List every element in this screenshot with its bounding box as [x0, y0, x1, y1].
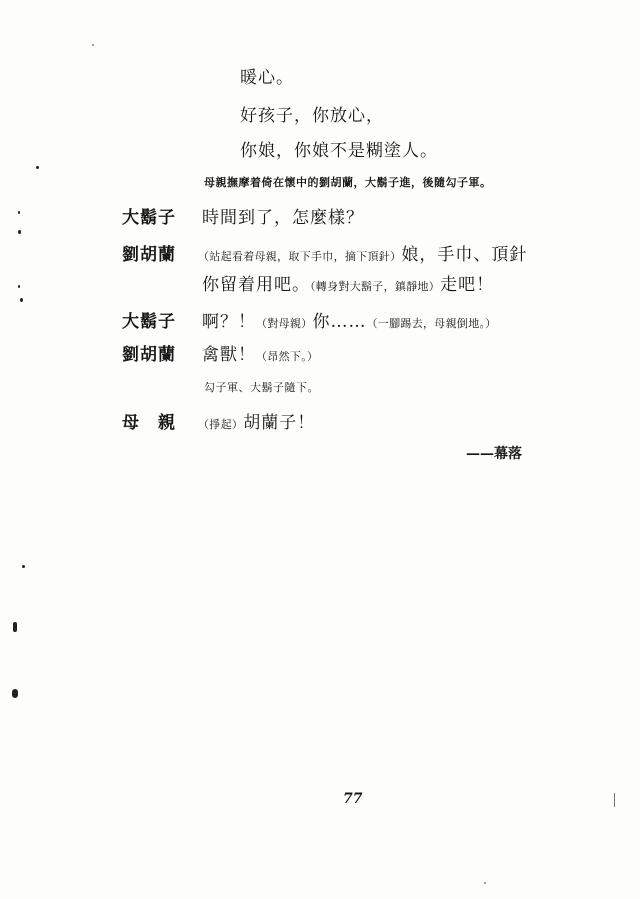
dialogue-line-final — [198, 415, 315, 432]
speaker-label: 劉胡蘭 — [122, 345, 176, 365]
dialogue-text: 你留着用吧。 — [202, 275, 310, 295]
stage-direction-1: 母親撫摩着倚在懷中的劉胡蘭，大鬍子進，後隨勾子軍。 — [204, 176, 492, 189]
dialogue-line-1 — [202, 210, 364, 227]
scan-speck — [22, 565, 25, 568]
dialogue-text: 胡蘭子！ — [243, 413, 316, 433]
speaker-label: 大鬍子 — [122, 312, 176, 332]
dialogue-line-2 — [198, 247, 527, 264]
speaker-label: 母 親 — [122, 413, 176, 433]
stage-note: （一腳踢去，母親倒地。） — [366, 317, 497, 330]
stage-note: （昂然下。） — [256, 350, 319, 363]
scan-speck — [18, 211, 20, 214]
page-number: 77 — [343, 791, 363, 807]
speaker-label: 大鬍子 — [122, 208, 176, 228]
curtain-falls: ——幕落 — [466, 446, 522, 462]
stage-note: （站起看着母親，取下手巾，摘下頂針） — [198, 250, 402, 263]
stage-note: （對母親） — [256, 317, 313, 330]
stage-direction-2: 勾子軍、大鬍子隨下。 — [204, 381, 319, 394]
dialogue-text: 走吧！ — [440, 275, 495, 295]
speaker-label: 劉胡蘭 — [122, 245, 176, 265]
dialogue-text: 禽獸！ — [202, 345, 256, 365]
scan-speck — [614, 793, 615, 807]
dialogue-line-3 — [202, 277, 494, 294]
verse-line-3: 你娘，你娘不是糊塗人。 — [240, 141, 438, 161]
dialogue-text: 時間到了，怎麼樣？ — [202, 208, 364, 228]
dialogue-line-5 — [202, 347, 318, 364]
dialogue-text: 娘，手巾、頂針 — [401, 245, 528, 265]
verse-line-1: 暖心。 — [240, 68, 294, 88]
scan-speck — [18, 285, 20, 288]
scan-speck — [18, 230, 21, 234]
scan-speck — [12, 689, 18, 698]
dialogue-line-4 — [202, 314, 497, 331]
scan-speck — [484, 882, 486, 884]
verse-line-2: 好孩子，你放心， — [240, 106, 384, 126]
stage-note: （掙起） — [198, 418, 244, 431]
scan-speck — [92, 44, 94, 46]
scan-speck — [20, 298, 23, 302]
scan-speck — [13, 622, 17, 632]
dialogue-text: 你…… — [312, 312, 367, 332]
stage-note: （轉身對大鬍子，鎮靜地） — [310, 280, 441, 293]
dialogue-text: 啊？！ — [202, 312, 256, 332]
scan-speck — [36, 166, 39, 169]
